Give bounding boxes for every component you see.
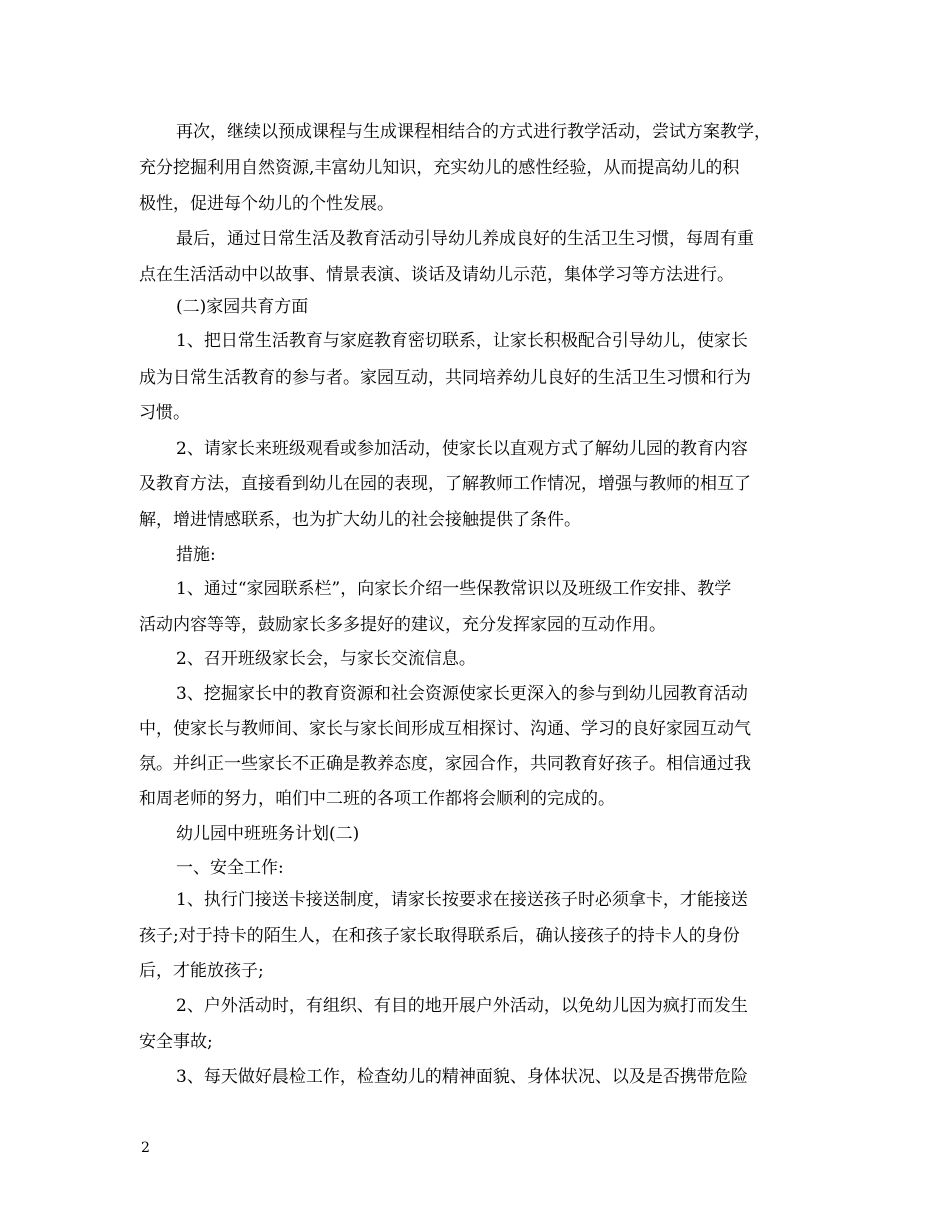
text-line: 孩子;对于持卡的陌生人，在和孩子家长取得联系后，确认接孩子的持卡人的身份 bbox=[139, 926, 740, 946]
text-line: 3、挖掘家长中的教育资源和社会资源使家长更深入的参与到幼儿园教育活动 bbox=[176, 684, 748, 704]
text-line: 氛。并纠正一些家长不正确是教养态度，家园合作，共同教育好孩子。相信通过我 bbox=[139, 754, 751, 774]
text-line: 1、执行门接送卡接送制度，请家长按要求在接送孩子时必须拿卡，才能接送 bbox=[176, 890, 748, 910]
text-line: 解，增进情感联系，也为扩大幼儿的社会接触提供了条件。 bbox=[139, 510, 581, 530]
text-line: 和周老师的努力，咱们中二班的各项工作都将会顺利的完成的。 bbox=[139, 789, 615, 809]
text-line: 后，才能放孩子; bbox=[139, 961, 264, 981]
section-heading: 一、安全工作: bbox=[176, 858, 284, 878]
text-line: 成为日常生活教育的参与者。家园互动，共同培养幼儿良好的生活卫生习惯和行为 bbox=[139, 368, 751, 388]
text-line: 最后，通过日常生活及教育活动引导幼儿养成良好的生活卫生习惯，每周有重 bbox=[176, 229, 754, 249]
text-line: 极性，促进每个幼儿的个性发展。 bbox=[139, 194, 394, 214]
text-line: 及教育方法，直接看到幼儿在园的表现，了解教师工作情况，增强与教师的相互了 bbox=[139, 474, 751, 494]
text-line: 点在生活活动中以故事、情景表演、谈话及请幼儿示范，集体学习等方法进行。 bbox=[139, 265, 734, 285]
text-line: 安全事故; bbox=[139, 1032, 213, 1052]
text-line: 2、请家长来班级观看或参加活动，使家长以直观方式了解幼儿园的教育内容 bbox=[176, 439, 748, 459]
page-number: 2 bbox=[141, 1140, 150, 1156]
text-line: 再次，继续以预成课程与生成课程相结合的方式进行教学活动，尝试方案教学， bbox=[176, 122, 771, 142]
text-line: 3、每天做好晨检工作，检查幼儿的精神面貌、身体状况、以及是否携带危险 bbox=[176, 1067, 748, 1087]
text-line: 1、把日常生活教育与家庭教育密切联系，让家长积极配合引导幼儿，使家长 bbox=[176, 331, 748, 351]
text-line: 习惯。 bbox=[139, 403, 190, 423]
text-line: 中，使家长与教师间、家长与家长间形成互相探讨、沟通、学习的良好家园互动气 bbox=[139, 719, 751, 739]
section-heading: 幼儿园中班班务计划(二) bbox=[176, 824, 360, 844]
text-line: 充分挖掘利用自然资源,丰富幼儿知识，充实幼儿的感性经验，从而提高幼儿的积 bbox=[139, 158, 740, 178]
section-heading: (二)家园共育方面 bbox=[176, 297, 309, 317]
text-line: 2、召开班级家长会，与家长交流信息。 bbox=[176, 649, 476, 669]
text-line: 2、户外活动时，有组织、有目的地开展户外活动，以免幼儿因为疯打而发生 bbox=[176, 996, 748, 1016]
text-line: 1、通过“家园联系栏”，向家长介绍一些保教常识以及班级工作安排、教学 bbox=[176, 579, 732, 599]
text-line: 活动内容等等，鼓励家长多多提好的建议，充分发挥家园的互动作用。 bbox=[139, 615, 666, 635]
section-heading: 措施: bbox=[176, 545, 216, 565]
